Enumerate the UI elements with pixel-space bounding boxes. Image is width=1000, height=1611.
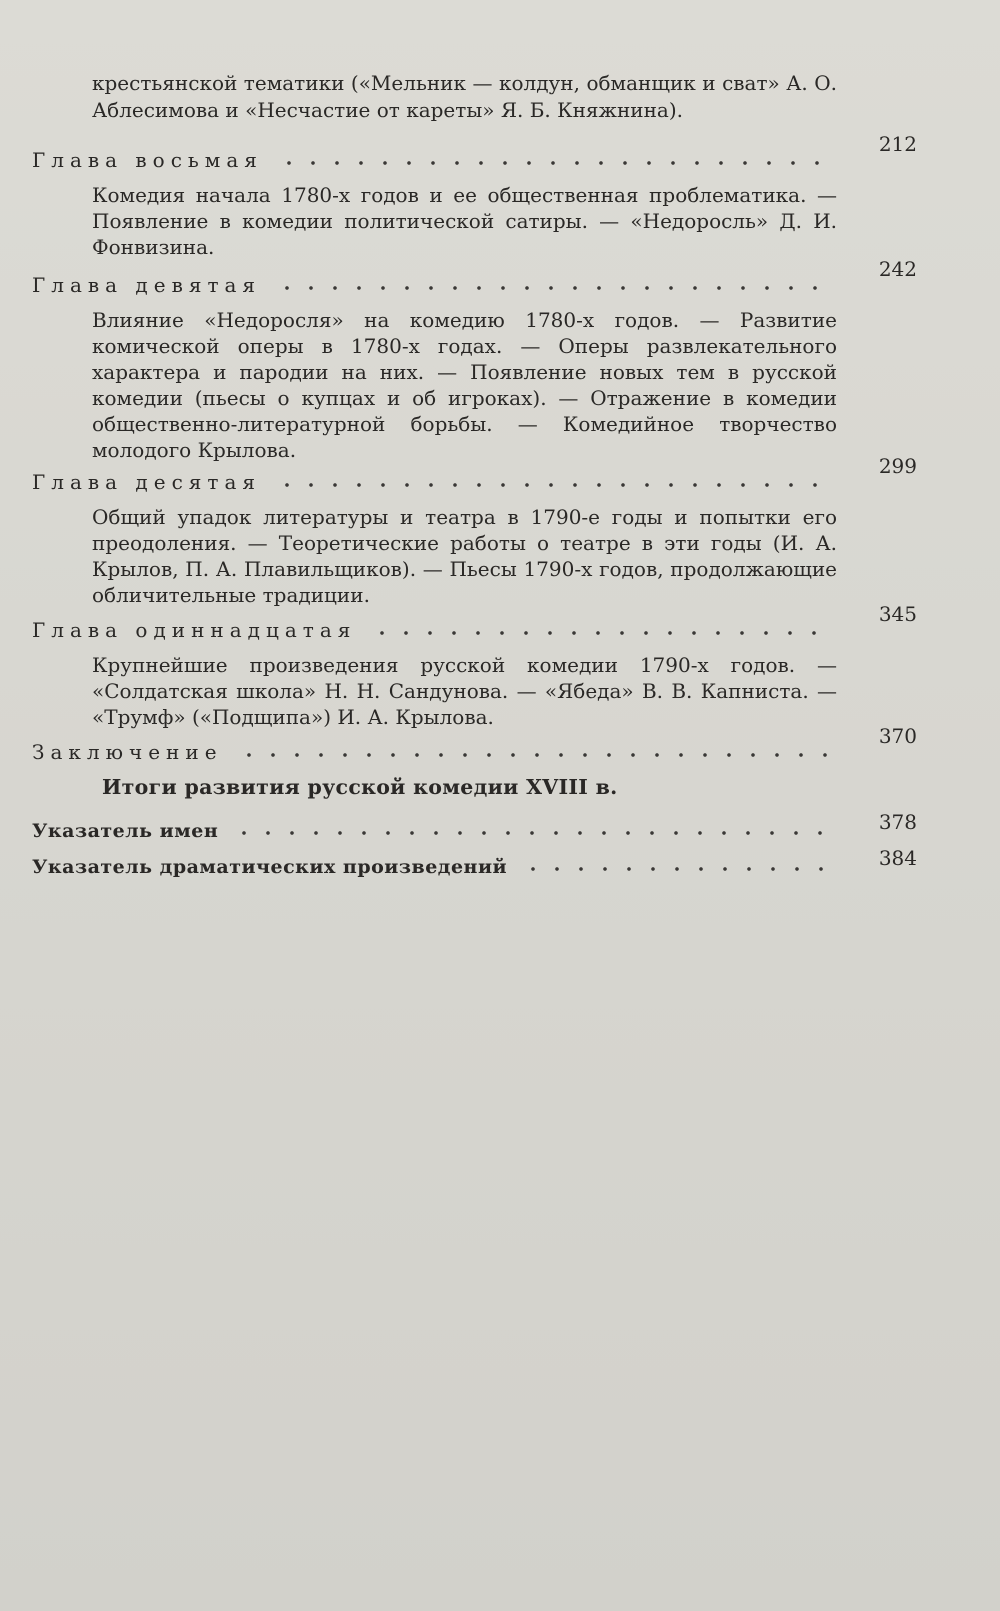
toc-heading-row (32, 724, 917, 764)
toc-entry-chapter-11 (32, 602, 917, 730)
leader-dots (232, 830, 835, 836)
page-number: 242 (878, 257, 917, 281)
page-number: 384 (878, 846, 917, 870)
page-number: 345 (878, 602, 917, 626)
chapter-title: Глава девятая (32, 273, 262, 297)
chapter-description: Общий упадок литературы и театра в 1790-е годы и попытки его преодоления. — Теоретические работы о театре в эти годы (И. А. Крылов, П. А. Плавильщиков). — Пьесы 1790-х годов, продолжающие обличительные традиции. (92, 505, 837, 607)
leader-dots (237, 752, 835, 758)
chapter-title: Глава одиннадцатая (32, 618, 357, 642)
leader-dots (521, 866, 835, 872)
toc-heading-row (32, 602, 917, 642)
leader-dots (275, 482, 835, 488)
page-number: 370 (878, 724, 917, 748)
leader-dots (370, 630, 835, 636)
chapter-description: Комедия начала 1780-х годов и ее общественная проблематика. — Появление в комедии политической сатиры. — «Недоросль» Д. И. Фонвизина. (92, 183, 837, 259)
toc-heading-row (32, 257, 917, 297)
chapter-description: Крупнейшие произведения русской комедии 1790-х годов. — «Солдатская школа» Н. Н. Сандунова. — «Ябеда» В. В. Капниста. — «Трумф» («Подщипа») И. А. Крылова. (92, 653, 837, 729)
page-number: 299 (878, 454, 917, 478)
chapter-title: Глава десятая (32, 470, 261, 494)
index-title: Указатель имен (32, 820, 219, 842)
toc-entry-chapter-10 (32, 454, 917, 608)
toc-heading-row (32, 132, 917, 172)
toc-entry-works-index (32, 848, 917, 878)
page-number: 212 (878, 132, 917, 156)
index-title: Указатель драматических произведений (32, 856, 508, 878)
page-number: 378 (878, 810, 917, 834)
chapter-description: Влияние «Недоросля» на комедию 1780-х годов. — Развитие комической оперы в 1780-х годах. — Оперы развлекательного характера и пародии на них. — Появление новых тем в русской комедии (пьесы о купцах и об игроках). — Отражение в комедии общественно-литературной борьбы. — Комедийное творчество молодого Крылова. (92, 308, 837, 462)
toc-entry-chapter-8 (32, 132, 917, 260)
chapter-description: Итоги развития русской комедии XVIII в. (102, 775, 618, 799)
leader-dots (275, 285, 835, 291)
chapter-title: Глава восьмая (32, 148, 263, 172)
toc-entry-conclusion (32, 724, 917, 800)
chapter-title: Заключение (32, 740, 223, 764)
toc-entry-chapter-9 (32, 257, 917, 463)
leader-dots (277, 160, 835, 166)
toc-heading-row (32, 454, 917, 494)
continuation-text: крестьянской тематики («Мельник — колдун, обманщик и сват» А. О. Аблесимова и «Несчастие от кареты» Я. Б. Княжнина). (92, 71, 837, 122)
toc-entry-name-index (32, 812, 917, 842)
